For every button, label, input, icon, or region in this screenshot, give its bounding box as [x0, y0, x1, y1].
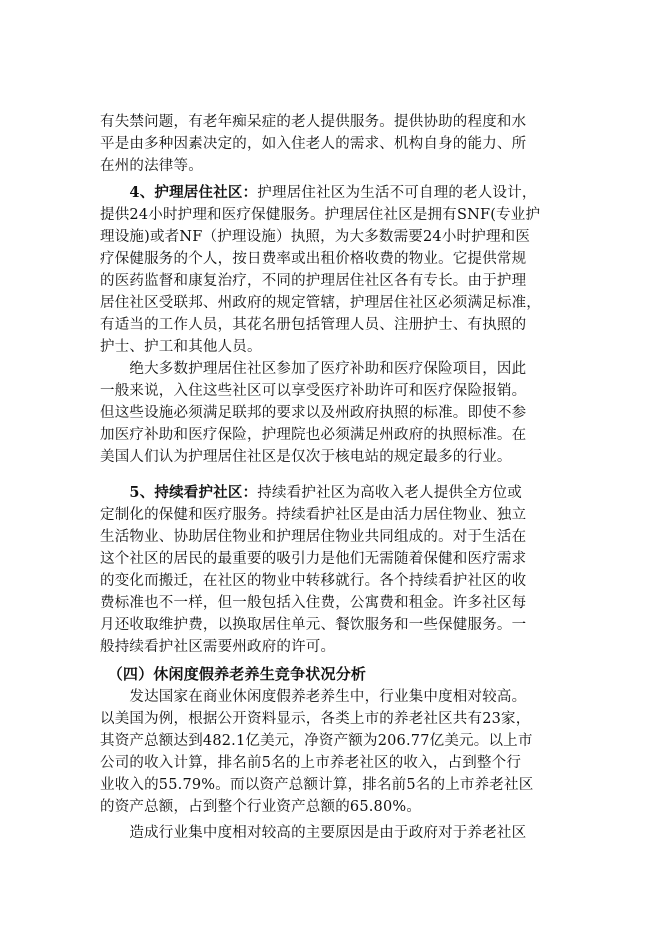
paragraph-line: 疗保健服务的个人，按日费率或出租价格收费的物业。它提供常规	[100, 251, 527, 267]
paragraph-line: 的资产总额，占到整个行业资产总额的65.80%。	[100, 799, 422, 815]
item-4-first-line	[100, 182, 562, 204]
paragraph-line: 美国人们认为护理居住社区是仅次于核电站的规定最多的行业。	[100, 449, 512, 465]
paragraph-line: 造成行业集中度相对较高的主要原因是由于政府对于养老社区	[100, 825, 527, 841]
paragraph-line: 定制化的保健和医疗服务。持续看护社区是由活力居住物业、独立	[100, 507, 527, 523]
paragraph-line: 的变化而搬迁，在社区的物业中转移就行。各个持续看护社区的收	[100, 573, 527, 589]
paragraph-line: 绝大多数护理居住社区参加了医疗补助和医疗保险项目，因此	[100, 361, 527, 377]
paragraph-line: 护士、护工和其他人员。	[100, 339, 262, 355]
paragraph-line: 发达国家在商业休闲度假养老养生中，行业集中度相对较高。	[100, 689, 527, 705]
paragraph-line: 平是由多种因素决定的，如入住老人的需求、机构自身的能力、所	[100, 136, 527, 152]
paragraph-line: 有失禁问题，有老年痴呆症的老人提供服务。提供协助的程度和水	[100, 114, 527, 130]
paragraph-line: 以美国为例，根据公开资料显示，各类上市的养老社区共有23家，	[100, 711, 531, 727]
item-5-heading: 5、持续看护社区：	[129, 484, 258, 501]
paragraph-line: 生活物业、协助居住物业和护理居住物业共同组成的。对于生活在	[100, 529, 527, 545]
paragraph-line: 公司的收入计算，排名前5名的上市养老社区的收入，占到整个行	[100, 755, 522, 771]
paragraph-line: 但这些设施必须满足联邦的要求以及州政府执照的标准。即使不参	[100, 405, 527, 421]
paragraph-line: 理设施)或者NF（护理设施）执照，为大多数需要24小时护理和医	[100, 229, 531, 245]
paragraph-line: 般持续看护社区需要州政府的许可。	[100, 639, 336, 655]
paragraph-line: 的医药监督和康复治疗，不同的护理居住社区各有专长。由于护理	[100, 273, 527, 289]
item-4-text: 护理居住社区为生活不可自理的老人设计，	[257, 185, 537, 201]
item-5-text: 持续看护社区为高收入老人提供全方位或	[257, 485, 522, 501]
paragraph-line: 有适当的工作人员，其花名册包括管理人员、注册护士、有执照的	[100, 317, 527, 333]
item-5-first-line	[100, 482, 562, 504]
paragraph-line: 提供24小时护理和医疗保健服务。护理居住社区是拥有SNF(专业护	[100, 207, 541, 223]
paragraph-line: 加医疗补助和医疗保险，护理院也必须满足州政府的执照标准。在	[100, 427, 527, 443]
paragraph-line: 这个社区的居民的最重要的吸引力是他们无需随着保健和医疗需求	[100, 551, 527, 567]
item-4-heading: 4、护理居住社区：	[129, 184, 258, 201]
paragraph-line: 费标准也不一样，但一般包括入住费，公寓费和租金。许多社区每	[100, 595, 527, 611]
paragraph-line: 业收入的55.79%。而以资产总额计算，排名前5名的上市养老社区	[100, 777, 534, 793]
item-5-indent	[100, 485, 129, 501]
section-heading: （四）休闲度假养老养生竞争状况分析	[100, 665, 367, 683]
item-4-indent	[100, 185, 129, 201]
paragraph-line: 其资产总额达到482.1亿美元，净资产额为206.77亿美元。以上市	[100, 733, 533, 749]
paragraph-line: 居住社区受联邦、州政府的规定管辖，护理居住社区必须满足标准，	[100, 295, 541, 311]
paragraph-line: 在州的法律等。	[100, 158, 203, 174]
paragraph-line: 月还收取维护费，以换取居住单元、餐饮服务和一些保健服务。一	[100, 617, 527, 633]
paragraph-line: 一般来说，入住这些社区可以享受医疗补助许可和医疗保险报销。	[100, 383, 527, 399]
